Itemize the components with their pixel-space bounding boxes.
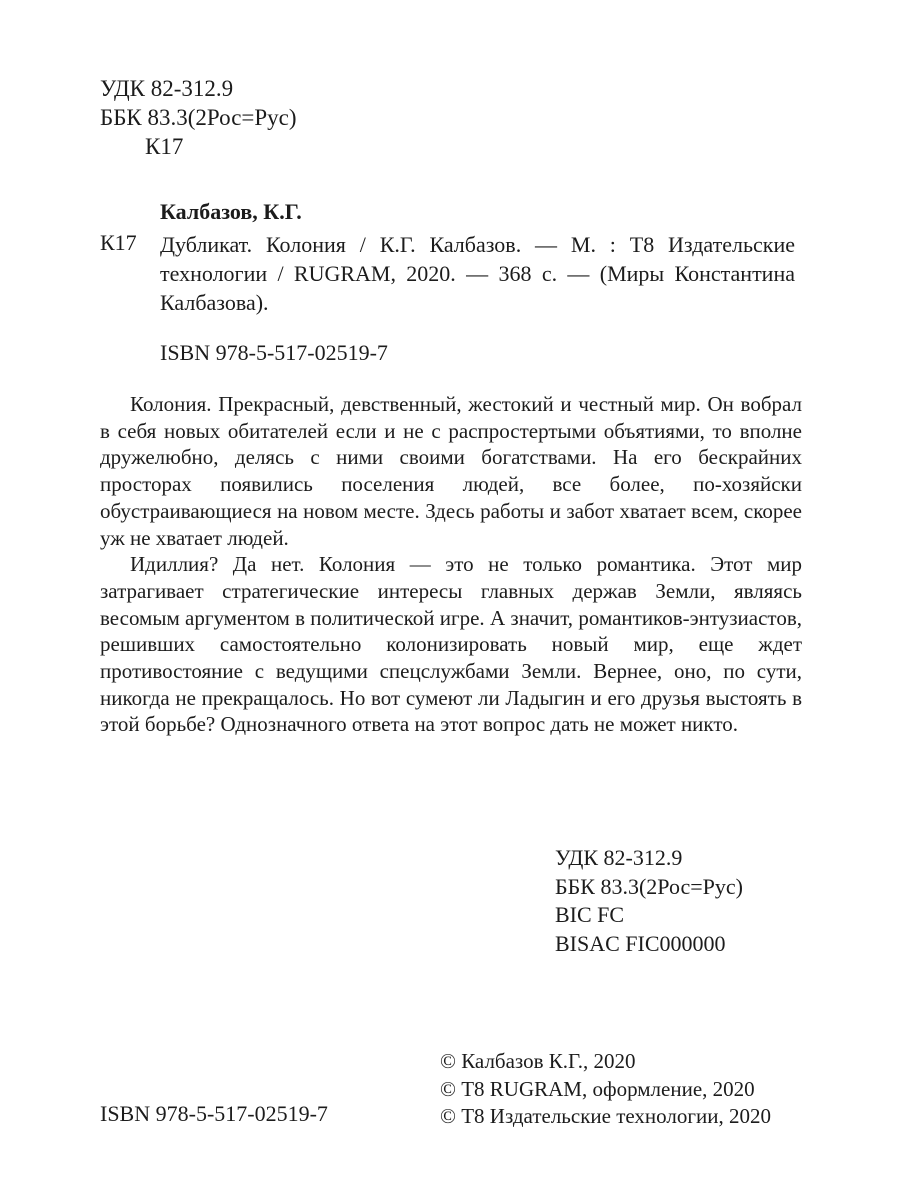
copyright-line: © Калбазов К.Г., 2020 [440,1049,636,1073]
margin-cutter-code: К17 [100,230,137,255]
udk-line: УДК 82-312.9 [555,845,683,870]
bisac-line: BISAC FIC000000 [555,930,726,956]
annotation-paragraph: Идиллия? Да нет. Колония — это не только романтика. Этот мир затрагивает стратегические интересы главных держав Земли, являясь весомым аргументом в политической игре. А значит, романтиков-энтузиастов, решивших самостоятельно колонизировать новый мир, еще ждет противостояние с ведущими спецслужбами Земли. Вернее, оно, по сути, никогда не прекращалось. Но вот сумеют ли Ладыгин и его друзья выстоять в этой борьбе? Однозначного ответа на этот вопрос дать не может никто. [100,552,802,737]
author-heading: Калбазов, К.Г. [160,199,302,224]
bic-line: BIC FC [555,902,625,927]
top-classification-block [100,74,297,161]
udk-line: УДК 82-312.9 [100,76,234,101]
bibliographic-description: Дубликат. Колония / К.Г. Калбазов. — М. : Т8 Издательские технологии / RUGRAM, 2020. — 368 с. — (Миры Константина Калбазова). [160,232,795,315]
copyright-line: © Т8 Издательские технологии, 2020 [440,1104,771,1128]
annotation-paragraph: Колония. Прекрасный, девственный, жестокий и честный мир. Он вобрал в себя новых обитателей если и не с распростертыми объятиями, то вполне дружелюбно, делясь с ними своими богатствами. На его бескрайних просторах появились поселения людей, все более, по-хозяйски обустраивающиеся на новом месте. Здесь работы и забот хватает всем, скорее уж не хватает людей. [100,392,802,550]
bibliographic-entry [100,230,795,317]
bbk-line: ББК 83.3(2Рос=Рус) [100,105,297,130]
copyright-line: © Т8 RUGRAM, оформление, 2020 [440,1076,755,1101]
copyright-block [440,1048,771,1131]
lower-classification-block [555,844,743,958]
author-cutter-code: К17 [145,134,184,159]
isbn-top: ISBN 978-5-517-02519-7 [160,340,388,365]
isbn-bottom: ISBN 978-5-517-02519-7 [100,1101,328,1126]
bbk-line: ББК 83.3(2Рос=Рус) [555,873,743,899]
annotation-block [100,391,802,738]
